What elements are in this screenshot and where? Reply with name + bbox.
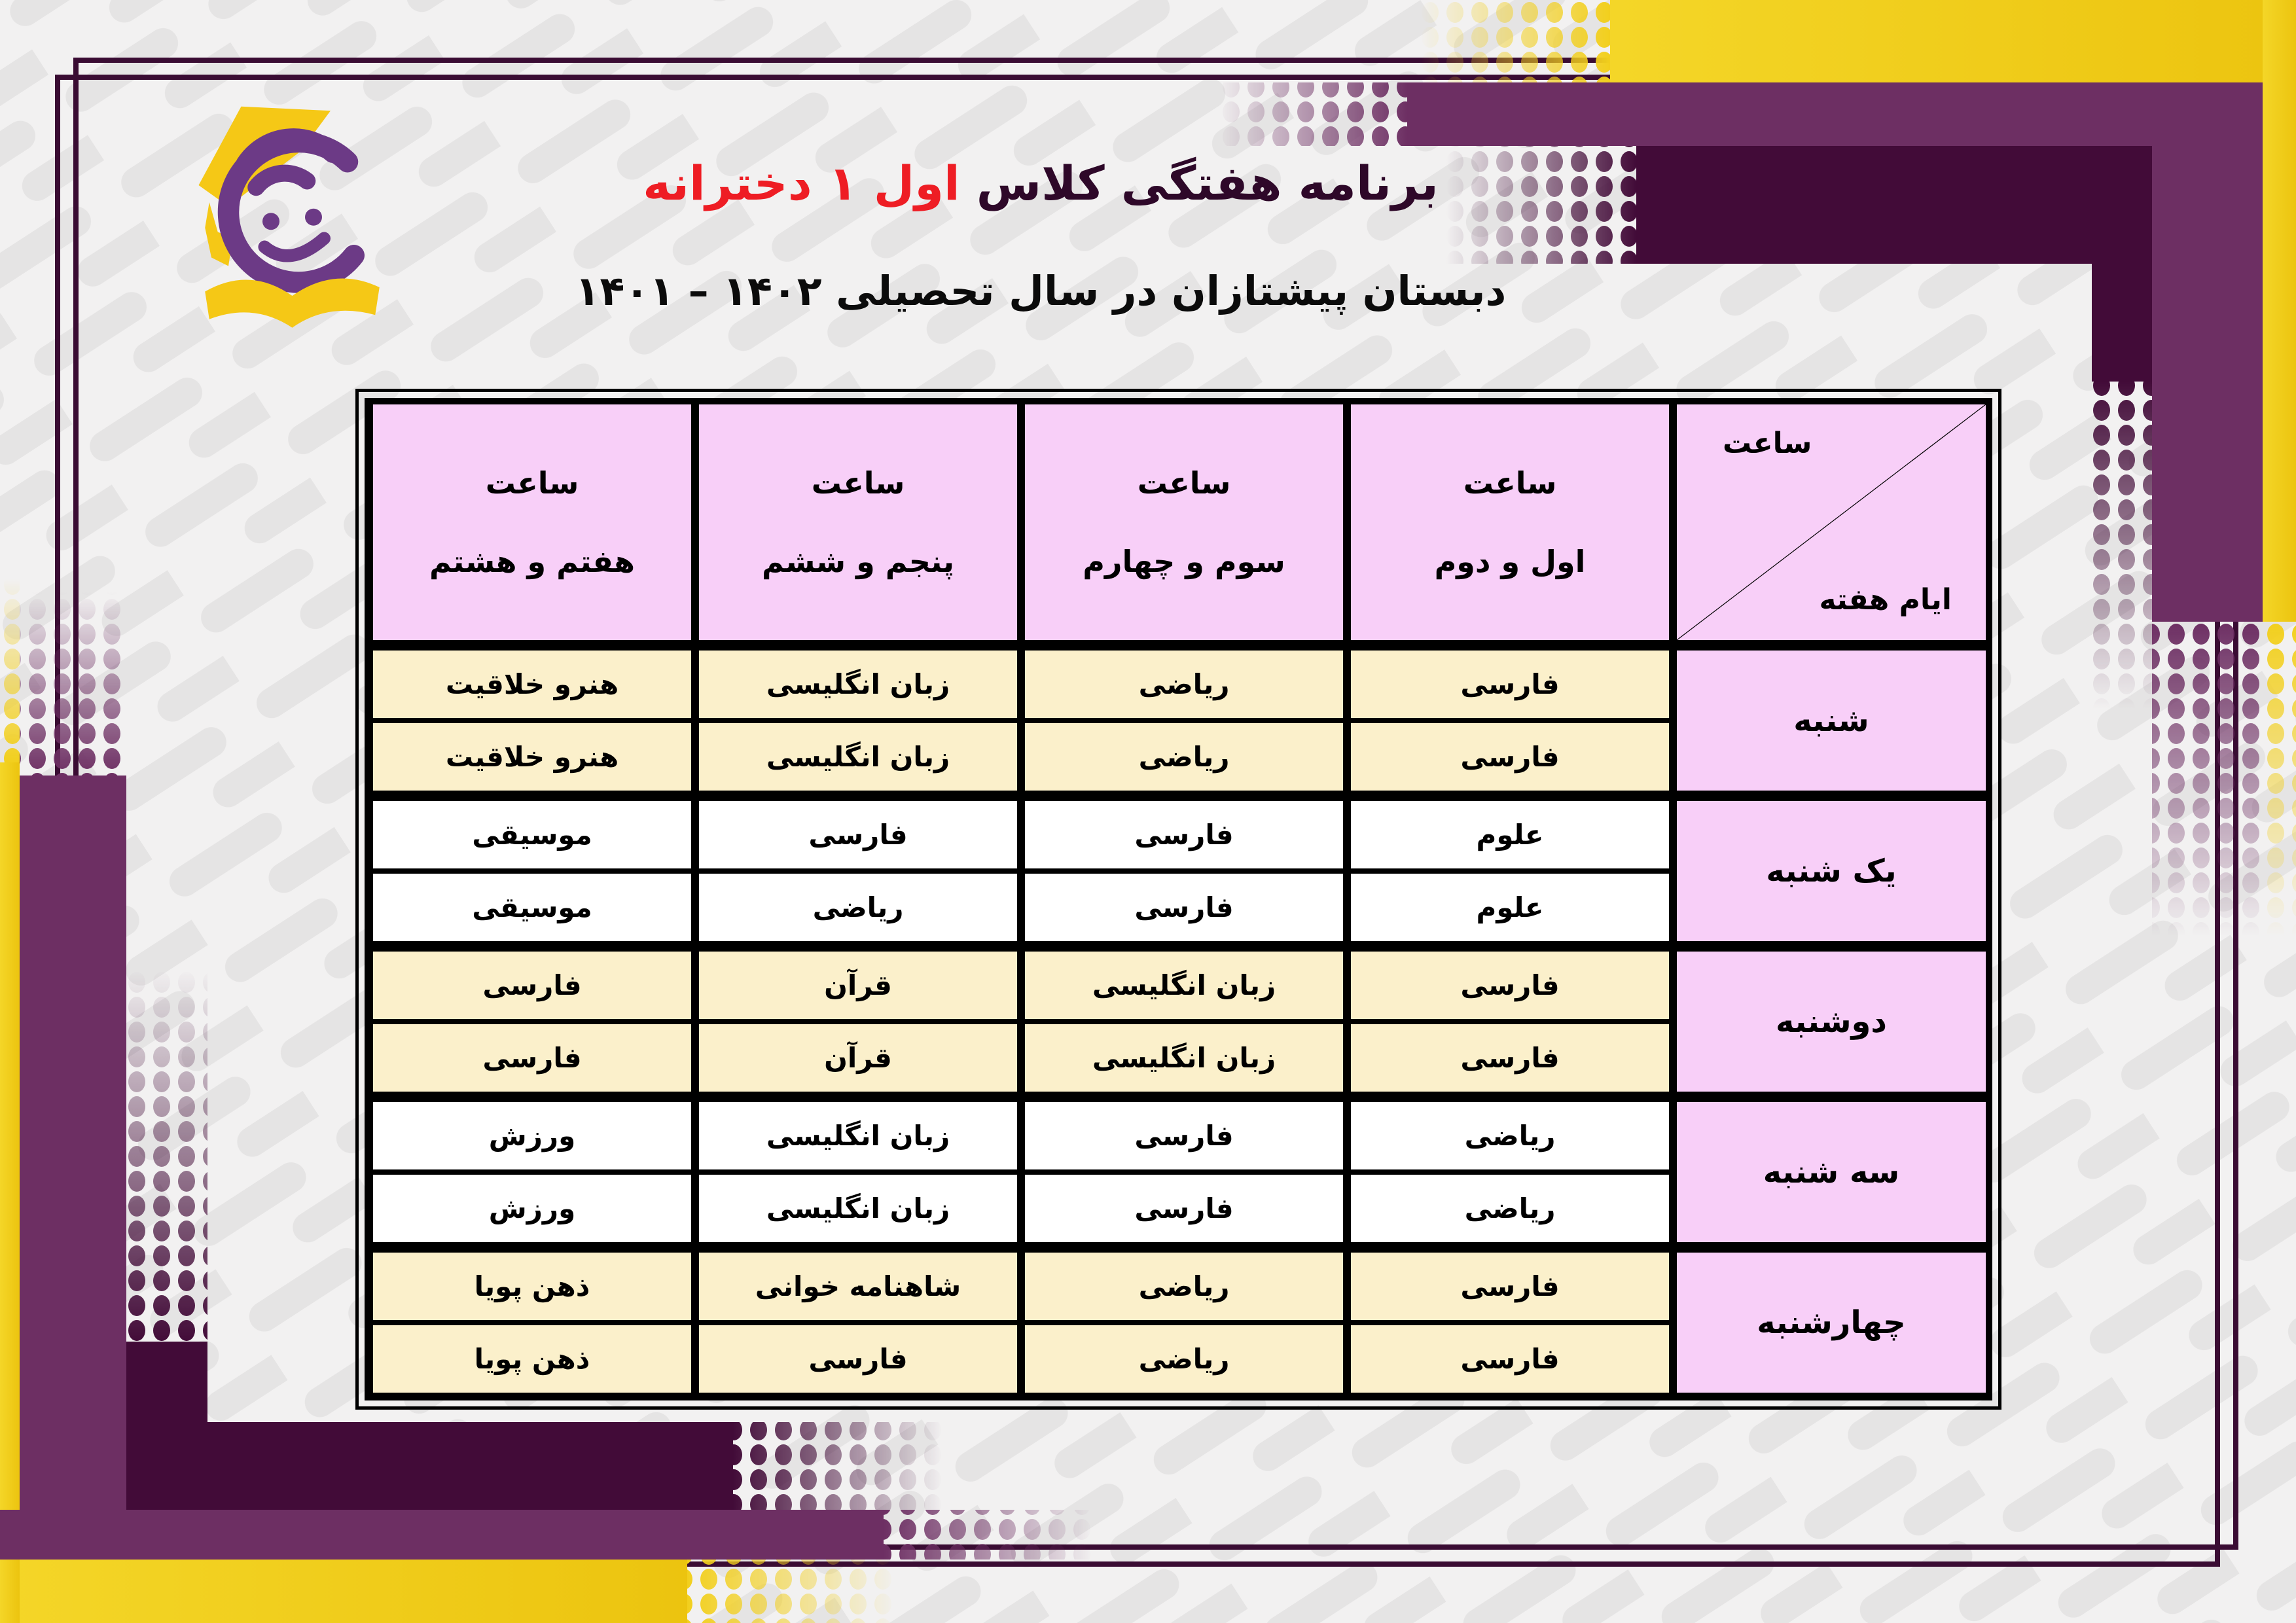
- day-cell: دوشنبه: [1677, 952, 1986, 1092]
- column-header-hour-2: ساعت سوم و چهارم: [1025, 404, 1343, 640]
- subject-cell: ریاضی: [699, 874, 1017, 941]
- subject-cell: فارسی: [1351, 1024, 1669, 1092]
- corner-header-cell: [1677, 404, 1986, 640]
- subject-cell: فارسی: [1025, 1102, 1343, 1169]
- day-cell: سه شنبه: [1677, 1102, 1986, 1242]
- title-text: برنامه هفتگی کلاس: [976, 156, 1439, 211]
- subject-cell: فارسی: [1351, 952, 1669, 1019]
- subtitle-text: دبستان پیشتازان در سال تحصیلی ۱۴۰۲ – ۱۴۰۱: [575, 267, 1507, 315]
- corner-label-hours: ساعت: [1723, 427, 1812, 460]
- subject-cell: زبان انگلیسی: [699, 723, 1017, 791]
- subject-cell: زبان انگلیسی: [699, 1175, 1017, 1242]
- subject-cell: ورزش: [373, 1102, 691, 1169]
- column-header-hour-3: ساعت پنجم و ششم: [699, 404, 1017, 640]
- timetable: [355, 389, 2001, 1410]
- left-eye: [262, 213, 279, 230]
- title-highlight: اول ۱ دخترانه: [643, 156, 960, 211]
- day-cell: چهارشنبه: [1677, 1253, 1986, 1393]
- day-cell: شنبه: [1677, 651, 1986, 791]
- subject-cell: فارسی: [1025, 1175, 1343, 1242]
- subject-cell: زبان انگلیسی: [1025, 952, 1343, 1019]
- subject-cell: شاهنامه خوانی: [699, 1253, 1017, 1320]
- subject-cell: ریاضی: [1025, 723, 1343, 791]
- subject-cell: فارسی: [373, 952, 691, 1019]
- subject-cell: فارسی: [1351, 1253, 1669, 1320]
- subject-cell: فارسی: [1351, 651, 1669, 718]
- subject-cell: ریاضی: [1351, 1175, 1669, 1242]
- subject-cell: زبان انگلیسی: [699, 651, 1017, 718]
- subject-cell: موسیقی: [373, 874, 691, 941]
- subject-cell: ریاضی: [1351, 1102, 1669, 1169]
- corner-label-days: ایام هفته: [1819, 583, 1952, 616]
- subject-cell: فارسی: [373, 1024, 691, 1092]
- subject-cell: هنرو خلاقیت: [373, 651, 691, 718]
- subject-cell: ریاضی: [1025, 651, 1343, 718]
- subject-cell: فارسی: [699, 1325, 1017, 1393]
- subject-cell: قرآن: [699, 952, 1017, 1019]
- subject-cell: ریاضی: [1025, 1325, 1343, 1393]
- subject-cell: قرآن: [699, 1024, 1017, 1092]
- subject-cell: فارسی: [1025, 874, 1343, 941]
- subject-cell: ذهن پویا: [373, 1325, 691, 1393]
- day-cell: یک شنبه: [1677, 801, 1986, 941]
- subject-cell: ورزش: [373, 1175, 691, 1242]
- subject-cell: موسیقی: [373, 801, 691, 868]
- subject-cell: فارسی: [1351, 1325, 1669, 1393]
- subject-cell: ریاضی: [1025, 1253, 1343, 1320]
- subject-cell: هنرو خلاقیت: [373, 723, 691, 791]
- subject-cell: فارسی: [1351, 723, 1669, 791]
- subject-cell: فارسی: [699, 801, 1017, 868]
- page-title: [367, 156, 1715, 211]
- subject-cell: علوم: [1351, 874, 1669, 941]
- smiling-face-icon: [228, 138, 354, 283]
- subject-cell: فارسی: [1025, 801, 1343, 868]
- subject-cell: علوم: [1351, 801, 1669, 868]
- right-eye: [305, 209, 322, 226]
- column-header-hour-1: ساعت اول و دوم: [1351, 404, 1669, 640]
- page-subtitle: [367, 267, 1715, 315]
- column-header-hour-4: ساعت هفتم و هشتم: [373, 404, 691, 640]
- subject-cell: ذهن پویا: [373, 1253, 691, 1320]
- subject-cell: زبان انگلیسی: [1025, 1024, 1343, 1092]
- timetable-grid: [365, 398, 1992, 1400]
- subject-cell: زبان انگلیسی: [699, 1102, 1017, 1169]
